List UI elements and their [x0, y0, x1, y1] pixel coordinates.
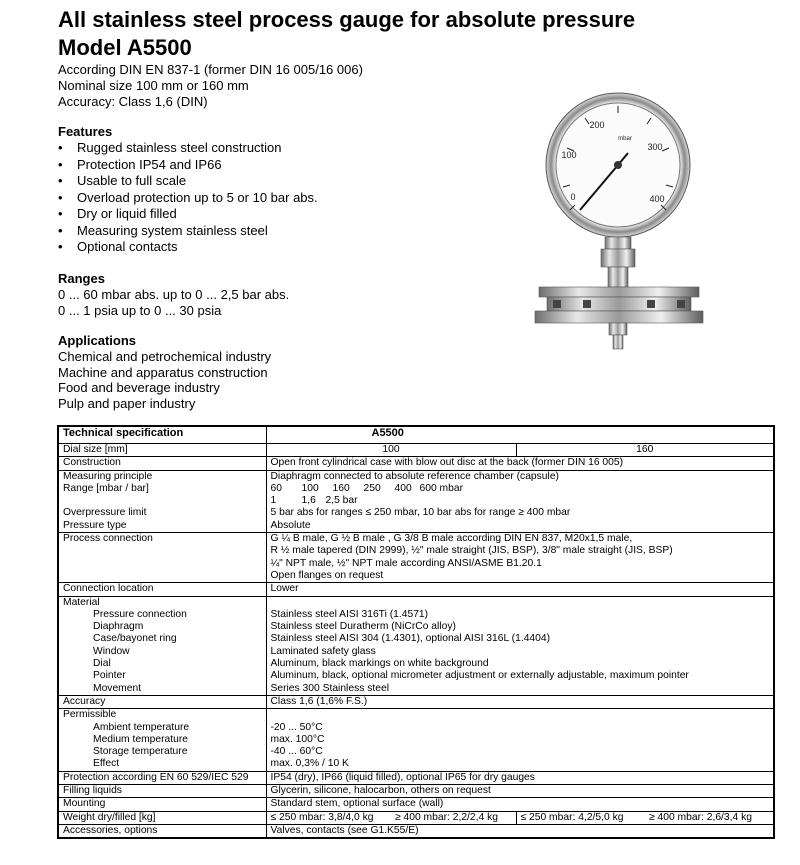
row-sublabel: Movement [93, 682, 142, 694]
table-row [58, 583, 774, 596]
application-line: Machine and apparatus construction [58, 364, 268, 380]
range-line: 0 ... 60 mbar abs. up to 0 ... 2,5 bar abs. [58, 287, 290, 302]
row-label: Overpressure limit [63, 507, 147, 519]
table-row [58, 811, 774, 824]
row-label: Accuracy [58, 695, 266, 708]
row-value-group [266, 470, 774, 532]
row-value: max. 0,3% / 10 K [270, 758, 349, 770]
technical-specification-table [57, 425, 775, 839]
row-value: max. 100°C [270, 733, 325, 745]
feature-item: • Protection IP54 and IP66 [58, 157, 318, 174]
row-value: Diaphragm connected to absolute reference chamber (capsule) [270, 470, 559, 482]
table-header-model: A5500 [266, 426, 774, 444]
weight-100-low-range: ≤ 250 mbar: 3,8/4,0 kg [266, 811, 391, 824]
row-sublabel: Medium temperature [93, 733, 188, 745]
table-row [58, 709, 774, 771]
gauge-scale-label: 100 [561, 150, 577, 160]
row-label: Measuring principle [63, 470, 153, 482]
table-row [58, 444, 774, 457]
row-label: Material [63, 596, 100, 608]
row-sublabel: Pressure connection [93, 608, 187, 620]
table-header-row [58, 426, 774, 444]
features-list [58, 140, 318, 256]
title-line-1: All stainless steel process gauge for absolute pressure [58, 7, 636, 32]
row-label: Range [mbar / bar] [63, 482, 149, 494]
row-value: -20 ... 50°C [270, 721, 323, 733]
row-label: Construction [58, 457, 266, 470]
page-title [58, 6, 635, 62]
row-value: Stainless steel AISI 304 (1.4301), optional AISI 316L (1.4404) [270, 633, 551, 645]
gauge-unit-label: mbar [618, 136, 632, 142]
row-label: Connection location [58, 583, 266, 596]
application-line: Chemical and petrochemical industry [58, 349, 272, 364]
ranges-heading: Ranges [58, 271, 105, 286]
row-value: Stainless steel AISI 316Ti (1.4571) [270, 608, 429, 620]
row-value-group [266, 533, 774, 583]
feature-item: • Rugged stainless steel construction [58, 140, 318, 157]
row-sublabel: Window [93, 645, 130, 657]
row-label-group [58, 596, 266, 695]
row-value: -40 ... 60°C [270, 746, 323, 758]
row-value: Aluminum, black, optional micrometer adjustment or externally adjustable, maximum pointer [270, 670, 689, 682]
row-label: Weight dry/filled [kg] [58, 811, 266, 824]
table-row [58, 533, 774, 583]
row-label: Permissible [63, 709, 117, 721]
feature-item: • Measuring system stainless steel [58, 223, 318, 240]
range-line: 0 ... 1 psia up to 0 ... 30 psia [58, 303, 222, 318]
row-label: Filling liquids [58, 785, 266, 798]
table-row [58, 470, 774, 532]
row-label: Process connection [58, 533, 266, 583]
range-mbar-values: 60 100 160 250 400 600 mbar [270, 482, 464, 494]
applications-heading: Applications [58, 333, 137, 348]
ranges-section [58, 271, 289, 319]
table-row [58, 785, 774, 798]
row-sublabel: Dial [93, 658, 111, 670]
row-value: Valves, contacts (see G1.K55/E) [266, 824, 774, 838]
weight-160-low-range: ≤ 250 mbar: 4,2/5,0 kg [516, 811, 645, 824]
row-value: Glycerin, silicone, halocarbon, others on request [266, 785, 774, 798]
table-row [58, 824, 774, 838]
feature-item: • Overload protection up to 5 or 10 bar abs. [58, 190, 318, 207]
application-line: Food and beverage industry [58, 380, 220, 395]
gauge-scale-label: 400 [649, 194, 665, 204]
gauge-product-image [525, 92, 715, 362]
row-label: Accessories, options [58, 824, 266, 838]
row-sublabel: Pointer [93, 670, 126, 682]
row-label: Protection according EN 60 529/IEC 529 [58, 771, 266, 784]
row-value: Lower [266, 583, 774, 596]
row-sublabel: Case/bayonet ring [93, 633, 177, 645]
accuracy-line: Accuracy: Class 1,6 (DIN) [58, 94, 208, 109]
features-section [58, 124, 318, 256]
table-row [58, 798, 774, 811]
row-value: Standard stem, optional surface (wall) [266, 798, 774, 811]
feature-item: • Usable to full scale [58, 173, 318, 190]
row-value: Open front cylindrical case with blow out disc at the back (former DIN 16 005) [266, 457, 774, 470]
weight-160-high-range: ≥ 400 mbar: 2,6/3,4 kg [645, 811, 774, 824]
standard-line: According DIN EN 837-1 (former DIN 16 005/16 006) [58, 62, 363, 77]
intro-block [58, 62, 363, 110]
row-value: ¼" NPT male, ½" NPT male according ANSI/ASME B1.20.1 [270, 557, 542, 569]
gauge-scale-label: 0 [570, 192, 576, 202]
table-row [58, 695, 774, 708]
table-row [58, 771, 774, 784]
feature-item: • Optional contacts [58, 239, 318, 256]
table-row [58, 596, 774, 695]
row-value: Class 1,6 (1,6% F.S.) [266, 695, 774, 708]
gauge-scale-label: 300 [647, 142, 663, 152]
dial-size-100: 100 [266, 444, 516, 457]
row-value-group [266, 709, 774, 771]
title-line-2: Model A5500 [58, 35, 192, 60]
row-value: Stainless steel Duratherm (NiCrCo alloy) [270, 621, 456, 633]
row-value: 5 bar abs for ranges ≤ 250 mbar, 10 bar abs for range ≥ 400 mbar [270, 507, 571, 519]
dial-size-160: 160 [516, 444, 774, 457]
weight-100-high-range: ≥ 400 mbar: 2,2/2,4 kg [391, 811, 516, 824]
row-value: R ½ male tapered (DIN 2999), ½" male straight (JIS, BSP), 3/8" male straight (JIS, BSP) [270, 545, 673, 557]
nominal-size-line: Nominal size 100 mm or 160 mm [58, 78, 249, 93]
row-value: Absolute [270, 519, 311, 531]
row-value: Laminated safety glass [270, 645, 376, 657]
table-row [58, 457, 774, 470]
row-label-group [58, 470, 266, 532]
feature-item: • Dry or liquid filled [58, 206, 318, 223]
application-line: Pulp and paper industry [58, 395, 196, 411]
row-sublabel: Storage temperature [93, 746, 188, 758]
row-value-group [266, 596, 774, 695]
row-sublabel: Ambient temperature [93, 721, 190, 733]
gauge-scale-label: 200 [589, 120, 605, 130]
row-value: G ¼ B male, G ½ B male , G 3/8 B male according DIN EN 837, M20x1,5 male, [270, 533, 633, 545]
row-value: Open flanges on request [270, 569, 384, 581]
row-label: Pressure type [63, 519, 127, 531]
row-sublabel: Diaphragm [93, 621, 144, 633]
features-heading: Features [58, 124, 113, 139]
row-sublabel: Effect [93, 758, 120, 770]
row-value: IP54 (dry), IP66 (liquid filled), optional IP65 for dry gauges [266, 771, 774, 784]
row-value: Aluminum, black markings on white background [270, 658, 489, 670]
row-value: Series 300 Stainless steel [270, 682, 389, 694]
row-label-group [58, 709, 266, 771]
row-label: Dial size [mm] [58, 444, 266, 457]
range-bar-values: 1 1,6 2,5 bar [270, 495, 358, 507]
applications-section [58, 333, 271, 411]
table-header-label: Technical specification [58, 426, 266, 444]
row-label: Mounting [58, 798, 266, 811]
